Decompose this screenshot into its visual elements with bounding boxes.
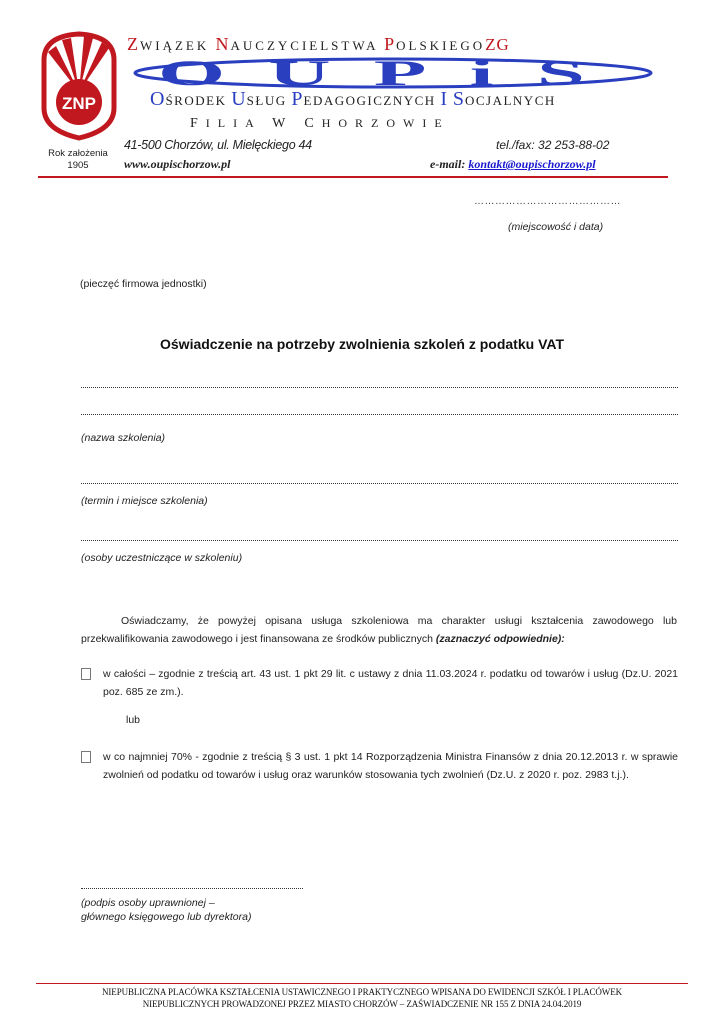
statement-paragraph (81, 612, 677, 648)
union-word-3: POLSKIEGO (384, 34, 486, 54)
branch-name: FILIA W CHORZOWIE (190, 116, 450, 131)
option-partial (81, 748, 678, 784)
founded-label: Rok założenia (48, 148, 108, 159)
participants-field[interactable] (81, 530, 678, 541)
signature-label-line-1: (podpis osoby uprawnionej – (81, 897, 215, 909)
signature-field[interactable] (81, 880, 303, 889)
union-word-2: NAUCZYCIELSTWA (215, 34, 385, 54)
union-word-1: ZWIĄZEK (127, 34, 216, 54)
website-link[interactable]: www.oupischorzow.pl (124, 157, 231, 171)
center-word-4: I (440, 88, 449, 110)
center-word-5: SOCJALNYCH (452, 88, 556, 110)
email-label: e-mail: (430, 157, 469, 171)
signature-label-line-2: głównego księgowego lub dyrektora) (81, 911, 252, 923)
participants-label: (osoby uczestniczące w szkoleniu) (81, 552, 243, 564)
center-word-3: PEDAGOGICZNYCH (291, 88, 441, 110)
training-date-label: (termin i miejsce szkolenia) (81, 495, 208, 507)
option-full-text: w całości – zgodnie z treścią art. 43 ust. 1 pkt 29 lit. c ustawy z dnia 11.03.2024 r. podatku od towarów i usług (Dz.U. 2021 poz. 685 ze zm.). (103, 668, 678, 698)
email-line (430, 157, 596, 172)
footer-line-2: NIEPUBLICZNYCH PROWADZONEJ PRZEZ MIASTO CHORZÓW – ZAŚWIADCZENIE NR 155 Z DNIA 24.04.2019 (142, 999, 582, 1009)
footer-divider (36, 983, 688, 984)
option-partial-checkbox[interactable] (81, 751, 91, 763)
training-date-field[interactable] (81, 473, 678, 484)
founded-note (40, 148, 116, 172)
training-name-label: (nazwa szkolenia) (81, 432, 166, 444)
training-name-field-2[interactable] (81, 404, 678, 415)
union-name (127, 34, 510, 55)
header-divider (38, 176, 668, 178)
statement-text: Oświadczamy, że powyżej opisana usługa szkoleniowa ma charakter usługi kształcenia zawodowego lub przekwalifikowania zawodowego i jest finansowana ze środków publicznych (81, 615, 677, 645)
footer-line-1: NIEPUBLICZNA PLACÓWKA KSZTAŁCENIA USTAWICZNEGO I PRAKTYCZNEGO WPISANA DO EWIDENCJI SZKÓŁ I PLACÓWEK (102, 987, 622, 997)
place-date-field[interactable]: …………………………………… (474, 196, 621, 207)
oupis-text: OUPiS (158, 57, 628, 89)
oupis-wordmark (133, 57, 653, 89)
training-name-field-1[interactable] (81, 377, 678, 388)
founded-year: 1905 (67, 160, 89, 171)
document-title: Oświadczenie na potrzeby zwolnienia szkoleń z podatku VAT (160, 336, 564, 352)
or-label: lub (126, 714, 141, 726)
znp-logo (38, 30, 120, 142)
email-link[interactable]: kontakt@oupischorzow.pl (468, 157, 596, 171)
logo-text: ZNP (62, 94, 96, 113)
center-word-2: USŁUG (231, 88, 292, 110)
place-date-label: (miejscowość i data) (508, 221, 604, 233)
option-full (81, 665, 678, 701)
option-partial-text: w co najmniej 70% - zgodnie z treścią § 3 ust. 1 pkt 14 Rozporządzenia Ministra Finansów z dnia 20.12.2013 r. w sprawie zwolnień od podatku od towarów i usług oraz warunków stosowania tych zwolnień (Dz.U. z 2020 r. poz. 2983 t.j.). (103, 751, 678, 781)
option-full-checkbox[interactable] (81, 668, 91, 680)
union-suffix: ZG (485, 35, 510, 54)
phone: tel./fax: 32 253-88-02 (496, 138, 610, 152)
address: 41-500 Chorzów, ul. Mielęckiego 44 (124, 138, 312, 152)
stamp-label: (pieczęć firmowa jednostki) (80, 278, 207, 290)
statement-emphasis: (zaznaczyć odpowiednie): (435, 633, 565, 645)
center-name (150, 88, 556, 111)
center-word-1: OŚRODEK (150, 88, 232, 110)
